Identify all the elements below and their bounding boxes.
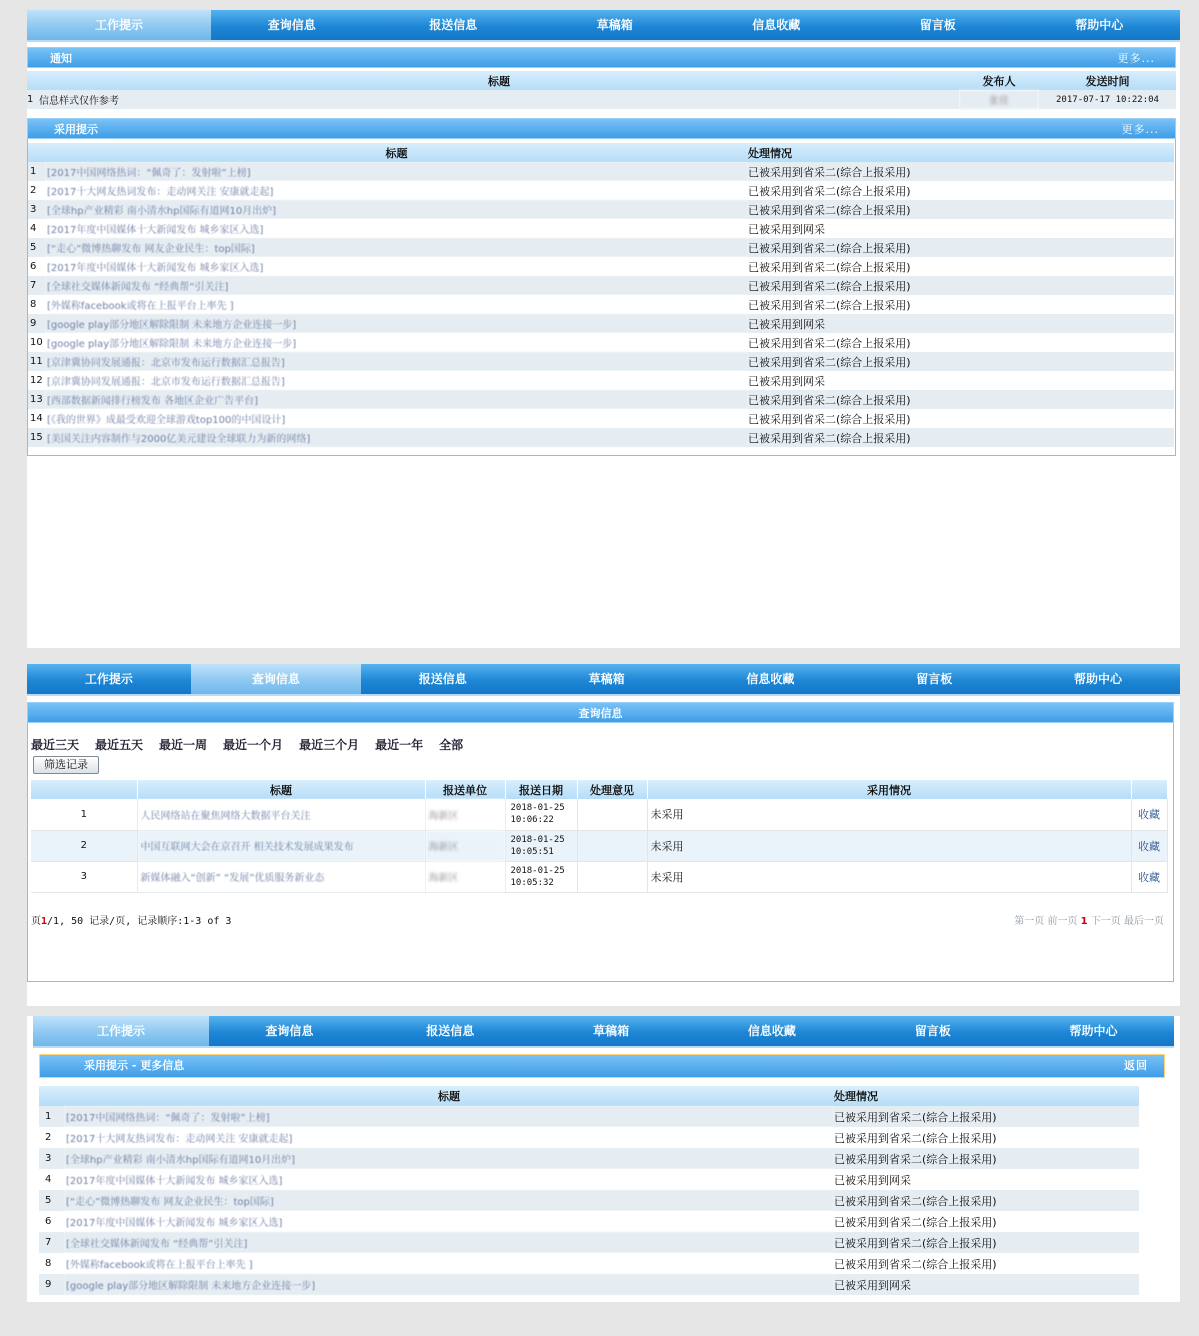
nav-item-help-center[interactable]: 帮助中心	[1074, 672, 1123, 686]
table-row[interactable]	[28, 219, 1174, 238]
row-status: 已被采用到省采二(综合上报采用)	[748, 295, 1174, 314]
row-index: 2	[39, 1127, 64, 1148]
nav-item-work-tips[interactable]: 工作提示	[33, 1016, 209, 1046]
row-index: 8	[39, 1253, 64, 1274]
row-date-day: 2018-01-25	[510, 865, 565, 876]
row-status: 已被采用到网采	[834, 1169, 1139, 1190]
row-title[interactable]: [全球hp产业精彩 南小清水hp国际有道网10月出炉]	[45, 200, 748, 219]
col-opinion: 处理意见	[577, 780, 647, 799]
row-opinion	[577, 861, 647, 892]
pager-first[interactable]: 第一页	[1014, 916, 1045, 927]
filter-last-year[interactable]: 最近一年	[375, 738, 424, 752]
col-title: 标题	[137, 780, 425, 799]
table-row[interactable]	[31, 830, 1167, 861]
table-row[interactable]	[31, 861, 1167, 892]
row-date-day: 2018-01-25	[510, 803, 565, 814]
row-title[interactable]: 人民网络站在聚焦网络大数据平台关注	[137, 799, 425, 830]
adoption-table	[28, 143, 1174, 447]
row-status: 已被采用到省采二(综合上报采用)	[748, 238, 1174, 257]
nav-item-favorites[interactable]: 信息收藏	[747, 1024, 796, 1038]
col-index	[27, 71, 39, 90]
row-title[interactable]: [2017年度中国媒体十大新闻发布 城乡家区入选]	[45, 257, 748, 276]
col-publisher: 发布人	[959, 71, 1039, 90]
col-date: 报送日期	[505, 780, 577, 799]
table-row[interactable]	[28, 257, 1174, 276]
row-status: 已被采用到省采二(综合上报采用)	[834, 1148, 1139, 1169]
table-row[interactable]	[28, 181, 1174, 200]
col-status: 处理情况	[834, 1086, 1139, 1106]
row-title[interactable]: [google play部分地区解除限制 未来地方企业连接一步]	[64, 1274, 834, 1295]
row-title[interactable]: [“走心”微博热聊发布 网友企业民生：top国际]	[45, 238, 748, 257]
row-index: 11	[28, 352, 45, 371]
nav-item-drafts[interactable]: 草稿箱	[596, 18, 633, 32]
nav-item-message-board[interactable]: 留言板	[919, 18, 956, 32]
row-status: 已被采用到省采二(综合上报采用)	[748, 352, 1174, 371]
row-title[interactable]: [京津冀协同发展通报：北京市发布运行数据汇总报告]	[45, 352, 748, 371]
row-title[interactable]: [2017年度中国媒体十大新闻发布 城乡家区入选]	[64, 1169, 834, 1190]
row-title[interactable]: [google play部分地区解除限制 未来地方企业连接一步]	[45, 333, 748, 352]
row-publisher: 张佳	[959, 90, 1039, 109]
nav-item-work-tips[interactable]: 工作提示	[27, 10, 211, 40]
row-unit: 海新区	[425, 799, 505, 830]
row-status: 已被采用到网采	[748, 219, 1174, 238]
table-row[interactable]	[28, 200, 1174, 219]
row-index: 9	[39, 1274, 64, 1295]
top-nav	[33, 1016, 1174, 1048]
favorite-link[interactable]: 收藏	[1131, 799, 1167, 830]
col-index	[31, 780, 137, 799]
table-row[interactable]	[28, 333, 1174, 352]
pager-nav	[1014, 912, 1164, 927]
row-title[interactable]: [2017年度中国媒体十大新闻发布 城乡家区入选]	[64, 1211, 834, 1232]
row-title[interactable]: [2017年度中国媒体十大新闻发布 城乡家区入选]	[45, 219, 748, 238]
row-index: 4	[28, 219, 45, 238]
nav-item-help-center[interactable]: 帮助中心	[1069, 1024, 1118, 1038]
row-title[interactable]: [外媒称facebook或将在上报平台上率先 ]	[64, 1253, 834, 1274]
table-row[interactable]	[39, 1169, 1139, 1190]
nav-item-message-board[interactable]: 留言板	[914, 1024, 951, 1038]
table-row[interactable]	[39, 1190, 1139, 1211]
row-status: 未采用	[647, 861, 1131, 892]
row-title[interactable]: 中国互联网大会在京召开 相关技术发展成果发布	[137, 830, 425, 861]
notice-title: 通知	[50, 52, 72, 65]
col-index	[28, 143, 45, 162]
more-info-title: 采用提示 - 更多信息	[84, 1059, 185, 1072]
row-index: 7	[39, 1232, 64, 1253]
row-date-time: 10:05:51	[510, 846, 554, 857]
col-title: 标题	[45, 143, 748, 162]
row-index: 2	[31, 830, 137, 861]
nav-item-submit-info[interactable]: 报送信息	[418, 672, 467, 686]
adoption-bar	[27, 118, 1176, 139]
notice-more-link[interactable]: 更多...	[1117, 52, 1155, 65]
adoption-more-table	[39, 1086, 1139, 1295]
filter-all[interactable]: 全部	[439, 738, 464, 752]
pager-last[interactable]: 最后一页	[1124, 916, 1164, 927]
table-row[interactable]	[39, 1253, 1139, 1274]
row-title[interactable]: [2017中国网络热词：“佩奇了：发射啦”上榜]	[64, 1106, 834, 1127]
table-row[interactable]	[28, 371, 1174, 390]
row-status: 已被采用到省采二(综合上报采用)	[748, 428, 1174, 447]
row-title[interactable]: [“走心”微博热聊发布 网友企业民生：top国际]	[64, 1190, 834, 1211]
adoption-title: 采用提示	[54, 123, 98, 136]
filter-last-5-days[interactable]: 最近五天	[95, 738, 144, 752]
date-filters	[31, 736, 463, 753]
row-unit: 海新区	[425, 861, 505, 892]
nav-item-drafts[interactable]: 草稿箱	[593, 1024, 630, 1038]
row-status: 未采用	[647, 830, 1131, 861]
work-tips-panel	[27, 10, 1180, 648]
row-time: 2017-07-17 10:22:04	[1039, 90, 1176, 109]
table-row[interactable]	[39, 1148, 1139, 1169]
pager-next[interactable]: 下一页	[1090, 916, 1121, 927]
row-title[interactable]: 新媒体融入“创新” “发展”优质服务新业态	[137, 861, 425, 892]
row-status: 已被采用到省采二(综合上报采用)	[748, 333, 1174, 352]
table-row[interactable]	[39, 1106, 1139, 1127]
row-index: 13	[28, 390, 45, 409]
notice-bar	[27, 47, 1176, 68]
filter-last-3-days[interactable]: 最近三天	[31, 738, 80, 752]
row-index: 3	[28, 200, 45, 219]
nav-item-query-info[interactable]: 查询信息	[265, 1024, 314, 1038]
table-row[interactable]	[28, 276, 1174, 295]
nav-item-submit-info[interactable]: 报送信息	[429, 18, 478, 32]
row-title[interactable]: [西部数据新闻排行榜发布 各地区企业广告平台]	[45, 390, 748, 409]
row-title[interactable]: [美国关注内容制作与2000亿美元建设全球联力为新的网络]	[45, 428, 748, 447]
row-status: 已被采用到省采二(综合上报采用)	[834, 1190, 1139, 1211]
table-row[interactable]	[28, 238, 1174, 257]
row-title[interactable]: [全球社交媒体新闻发布 “经典帮”引关注]	[64, 1232, 834, 1253]
table-row[interactable]	[28, 295, 1174, 314]
row-index: 1	[39, 1106, 64, 1127]
col-status: 采用情况	[647, 780, 1131, 799]
row-status: 已被采用到网采	[748, 314, 1174, 333]
nav-item-submit-info[interactable]: 报送信息	[426, 1024, 475, 1038]
query-results-table	[31, 780, 1168, 893]
row-index: 1	[27, 90, 39, 109]
row-index: 1	[31, 799, 137, 830]
row-date-time: 10:05:32	[510, 877, 554, 888]
col-title: 标题	[64, 1086, 834, 1106]
row-status: 已被采用到省采二(综合上报采用)	[834, 1127, 1139, 1148]
row-title[interactable]: [全球hp产业精彩 南小清水hp国际有道网10月出炉]	[64, 1148, 834, 1169]
pager-prefix: 页	[31, 916, 41, 927]
pager-record-info: /1, 50 记录/页, 记录顺序:1-3 of 3	[47, 916, 232, 927]
row-date	[505, 799, 577, 830]
pager-prev[interactable]: 前一页	[1047, 916, 1078, 927]
row-status: 已被采用到省采二(综合上报采用)	[834, 1232, 1139, 1253]
filter-last-week[interactable]: 最近一周	[159, 738, 208, 752]
filter-last-3-months[interactable]: 最近三个月	[299, 738, 360, 752]
row-title[interactable]: [京津冀协同发展通报：北京市发布运行数据汇总报告]	[45, 371, 748, 390]
col-index	[39, 1086, 64, 1106]
row-index: 6	[39, 1211, 64, 1232]
table-row[interactable]	[39, 1127, 1139, 1148]
row-title[interactable]: [2017中国网络热词：“佩奇了：发射啦”上榜]	[45, 162, 748, 181]
table-row[interactable]	[28, 352, 1174, 371]
adoption-more-link[interactable]: 更多...	[1121, 123, 1159, 136]
nav-item-query-info[interactable]: 查询信息	[191, 664, 361, 694]
row-title[interactable]: [2017十大网友热词发布：走动网关注 安康就走起]	[45, 181, 748, 200]
table-row[interactable]	[39, 1211, 1139, 1232]
row-index: 3	[39, 1148, 64, 1169]
table-row[interactable]	[28, 428, 1174, 447]
filter-last-month[interactable]: 最近一个月	[223, 738, 284, 752]
row-status: 已被采用到省采二(综合上报采用)	[834, 1106, 1139, 1127]
row-unit: 海新区	[425, 830, 505, 861]
table-row[interactable]	[39, 1232, 1139, 1253]
row-index: 4	[39, 1169, 64, 1190]
row-index: 5	[28, 238, 45, 257]
table-row[interactable]	[28, 409, 1174, 428]
nav-item-query-info[interactable]: 查询信息	[267, 18, 316, 32]
top-nav	[27, 10, 1180, 42]
filter-records-button[interactable]: 筛选记录	[33, 756, 99, 774]
favorite-link[interactable]: 收藏	[1131, 861, 1167, 892]
row-date-time: 10:06:22	[510, 815, 554, 826]
row-index: 9	[28, 314, 45, 333]
nav-item-favorites[interactable]: 信息收藏	[746, 672, 795, 686]
col-status: 处理情况	[748, 143, 1174, 162]
row-opinion	[577, 799, 647, 830]
back-link[interactable]: 返回	[1124, 1059, 1148, 1072]
more-info-bar	[39, 1054, 1165, 1078]
row-title[interactable]: [外媒称facebook或将在上报平台上率先 ]	[45, 295, 748, 314]
row-status: 已被采用到省采二(综合上报采用)	[834, 1211, 1139, 1232]
pager-current-page: 1	[41, 916, 48, 927]
row-status: 已被采用到网采	[834, 1274, 1139, 1295]
nav-item-drafts[interactable]: 草稿箱	[588, 672, 625, 686]
nav-item-favorites[interactable]: 信息收藏	[752, 18, 801, 32]
row-opinion	[577, 830, 647, 861]
row-index: 1	[28, 162, 45, 181]
row-index: 8	[28, 295, 45, 314]
pager-current: 1	[1080, 916, 1088, 927]
row-status: 已被采用到省采二(综合上报采用)	[748, 276, 1174, 295]
table-row[interactable]	[28, 314, 1174, 333]
row-status: 已被采用到省采二(综合上报采用)	[748, 162, 1174, 181]
table-row[interactable]	[28, 162, 1174, 181]
pager-summary	[31, 912, 231, 927]
table-row[interactable]	[39, 1274, 1139, 1295]
query-info-panel	[27, 664, 1180, 1006]
adoption-more-panel	[27, 1016, 1180, 1302]
row-index: 15	[28, 428, 45, 447]
table-row[interactable]	[31, 799, 1167, 830]
nav-item-message-board[interactable]: 留言板	[916, 672, 953, 686]
row-index: 5	[39, 1190, 64, 1211]
favorite-link[interactable]: 收藏	[1131, 830, 1167, 861]
row-status: 已被采用到省采二(综合上报采用)	[748, 257, 1174, 276]
row-index: 14	[28, 409, 45, 428]
row-title[interactable]: [《我的世界》成最受欢迎全球游戏top100的中国设计]	[45, 409, 748, 428]
top-nav	[27, 664, 1180, 696]
col-unit: 报送单位	[425, 780, 505, 799]
row-index: 3	[31, 861, 137, 892]
col-time: 发送时间	[1039, 71, 1176, 90]
row-index: 6	[28, 257, 45, 276]
row-index: 10	[28, 333, 45, 352]
row-status: 已被采用到省采二(综合上报采用)	[748, 181, 1174, 200]
nav-item-help-center[interactable]: 帮助中心	[1075, 18, 1124, 32]
col-title: 标题	[39, 71, 959, 90]
row-status: 已被采用到省采二(综合上报采用)	[748, 390, 1174, 409]
row-status: 未采用	[647, 799, 1131, 830]
row-date	[505, 861, 577, 892]
row-index: 7	[28, 276, 45, 295]
row-date	[505, 830, 577, 861]
row-title[interactable]: [2017十大网友热词发布：走动网关注 安康就走起]	[64, 1127, 834, 1148]
query-bar	[27, 702, 1174, 723]
row-title[interactable]: [google play部分地区解除限制 未来地方企业连接一步]	[45, 314, 748, 333]
row-title[interactable]: [全球社交媒体新闻发布 “经典帮”引关注]	[45, 276, 748, 295]
row-title[interactable]: 信息样式仅作参考	[39, 90, 959, 109]
nav-item-work-tips[interactable]: 工作提示	[84, 672, 133, 686]
table-row[interactable]	[28, 390, 1174, 409]
col-action	[1131, 780, 1167, 799]
row-status: 已被采用到省采二(综合上报采用)	[834, 1253, 1139, 1274]
table-row[interactable]	[27, 90, 1176, 109]
row-status: 已被采用到网采	[748, 371, 1174, 390]
notice-table	[27, 71, 1176, 109]
row-date-day: 2018-01-25	[510, 834, 565, 845]
row-index: 12	[28, 371, 45, 390]
query-title: 查询信息	[578, 707, 623, 720]
row-index: 2	[28, 181, 45, 200]
row-status: 已被采用到省采二(综合上报采用)	[748, 409, 1174, 428]
row-status: 已被采用到省采二(综合上报采用)	[748, 200, 1174, 219]
